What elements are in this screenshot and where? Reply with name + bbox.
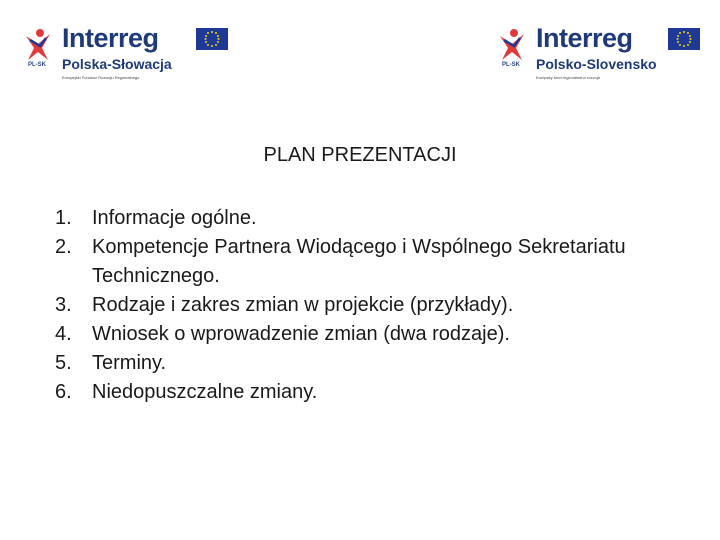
slide-title: PLAN PREZENTACJI [263,144,457,166]
eu-flag-icon [668,28,700,50]
list-item [55,349,695,378]
emblem-caption: PL-SK [28,62,46,68]
list-text: Niedopuszczalne zmiany. [92,381,318,403]
interreg-emblem-icon [492,26,532,78]
list-item [55,378,695,407]
program-country: Polska-Słowacja [62,56,172,72]
interreg-emblem-icon [18,26,58,78]
list-text: Terminy. [92,352,167,374]
interreg-wordmark: Interreg [62,23,159,53]
interreg-sk-logo [492,23,718,86]
list-text: Wniosek o wprowadzenie zmian (dwa rodzaje). [92,323,510,345]
program-tagline: Europejski Fundusz Rozwoju Regionalnego [62,75,140,80]
list-number: 3. [55,294,72,316]
list-text: Rodzaje i zakres zmian w projekcie (przykłady). [92,294,514,316]
list-item [55,291,695,320]
list-number: 1. [55,207,72,229]
list-number: 6. [55,381,72,403]
interreg-pl-logo [18,23,248,86]
list-number: 5. [55,352,72,374]
list-text: Informacje ogólne. [92,207,257,229]
list-item [55,204,695,233]
list-item [55,233,695,291]
list-text: Kompetencje Partnera Wiodącego i Wspólnego Sekretariatu Technicznego. [92,236,626,287]
eu-flag-icon [196,28,228,50]
agenda-list [55,204,695,407]
program-tagline: Európsky fond regionálneho rozvoja [536,75,600,80]
list-number: 2. [55,236,72,258]
list-item [55,320,695,349]
program-country: Polsko-Slovensko [536,56,657,72]
interreg-wordmark: Interreg [536,23,633,53]
list-number: 4. [55,323,72,345]
emblem-caption: PL-SK [502,62,520,68]
